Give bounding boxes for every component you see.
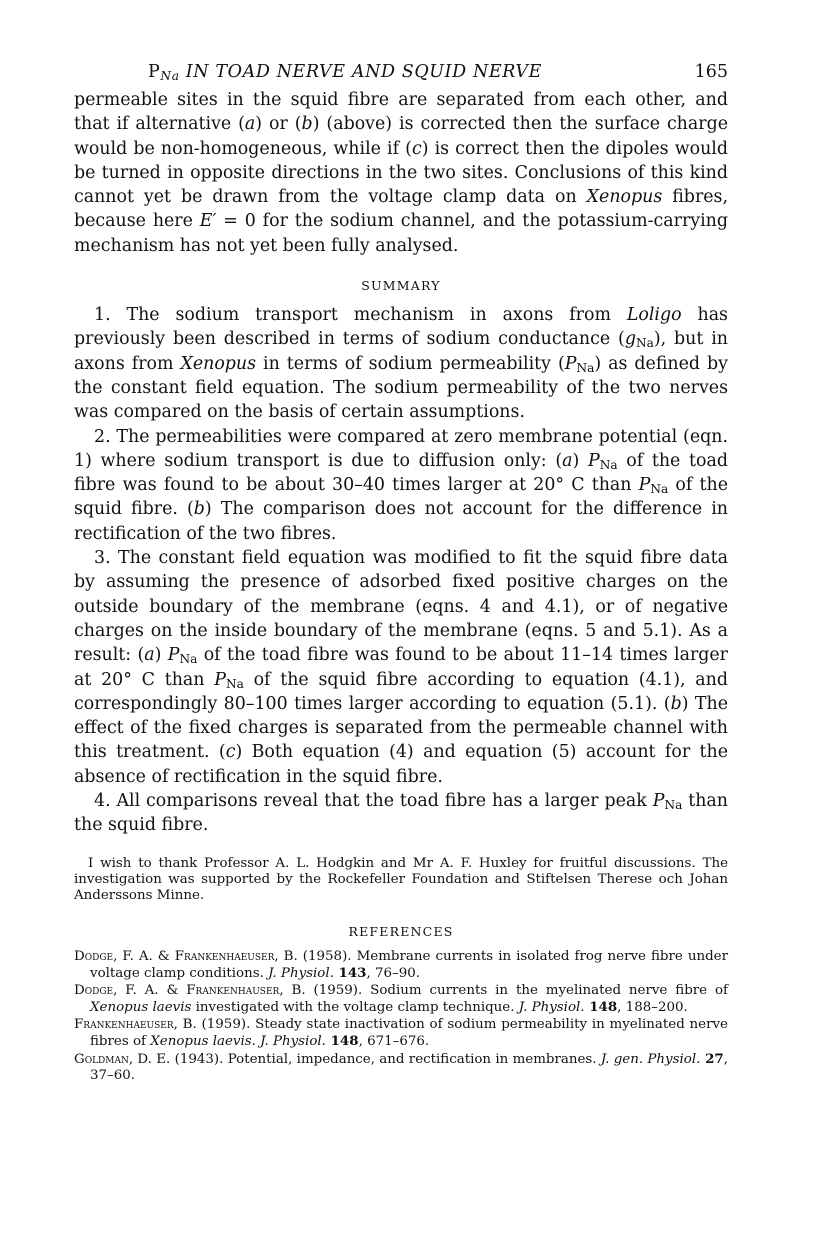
running-title: $P_{Na}$ IN TOAD NERVE AND SQUID NERVE: [148, 62, 543, 84]
reference-item: Goldman, D. E. (1943). Potential, impedance, and rectification in membranes. J. gen. Physiol. 27, 37–60.: [74, 1050, 729, 1083]
summary-point-1: 1. The sodium transport mechanism in axons from Loligo has previously been described in terms of sodium conductance $(g_{Na})$, but in axons from Xenopus in terms of sodium permeability $(P_{Na})$ as defined by the constant field equation. The sodium permeability of the two nerves was compared on the basis of certain assumptions.: [74, 305, 728, 423]
page: [74, 62, 728, 1085]
reference-item: Frankenhaeuser, B. (1959). Steady state inactivation of sodium permeability in myelinated nerve fibres of Xenopus laevis. J. Physiol. 148, 671–676.: [74, 1016, 728, 1049]
reference-item: Dodge, F. A. & Frankenhauser, B. (1959). Sodium currents in the myelinated nerve fibre of Xenopus laevis investigated with the voltage clamp technique. J. Physiol. 148, 188–200.: [74, 982, 729, 1015]
acknowledgement: I wish to thank Professor A. L. Hodgkin and Mr A. F. Huxley for fruitful discussions. The investigation was supported by the Rockefeller Foundation and Stiftelsen Therese och Johan Anderssons Minne.: [74, 855, 728, 903]
summary-point-2: 2. The permeabilities were compared at zero membrane potential (eqn. 1) where sodium transport is due to diffusion only: (a) $P_{Na}$ of the toad fibre was found to be about 30–40 times larger at 20° C than $P_{Na}$ of the squid fibre. (b) The comparison does not account for the difference in rectification of the two fibres.: [74, 426, 728, 544]
page-number: 165: [694, 62, 728, 82]
summary-heading: SUMMARY: [361, 278, 441, 294]
reference-item: Dodge, F. A. & Frankenhaeuser, B. (1958). Membrane currents in isolated frog nerve fibre under voltage clamp conditions. J. Physiol. 143, 76–90.: [74, 948, 728, 981]
intro-paragraph: permeable sites in the squid fibre are separated from each other, and that if alternative (a) or (b) (above) is corrected then the surface charge would be non-homogeneous, while if (c) is correct then the dipoles would be turned in opposite directions in the two sites. Conclusions of this kind cannot yet be drawn from the voltage clamp data on Xenopus fibres, because here E′ = 0 for the sodium channel, and the potassium-carrying mechanism has not yet been fully analysed.: [74, 90, 728, 256]
summary-point-3: 3. The constant field equation was modified to fit the squid fibre data by assuming the presence of adsorbed fixed positive charges on the outside boundary of the membrane (eqns. 4 and 4.1), or of negative charges on the inside boundary of the membrane (eqns. 5 and 5.1). As a result: (a) $P_{Na}$ of the toad fibre was found to be about 11–14 times larger at 20° C than $P_{Na}$ of the squid fibre according to equation (4.1), and correspondingly 80–100 times larger according to equation (5.1). (b) The effect of the fixed charges is separated from the permeable channel with this treatment. (c) Both equation (4) and equation (5) account for the absence of rectification in the squid fibre.: [74, 548, 729, 787]
reference-list: [74, 949, 728, 1084]
running-header: [74, 62, 728, 82]
references-heading: REFERENCES: [348, 923, 454, 939]
summary-point-4: 4. All comparisons reveal that the toad fibre has a larger peak $P_{Na}$ than the squid fibre.: [74, 791, 728, 836]
summary-section: [74, 303, 728, 838]
